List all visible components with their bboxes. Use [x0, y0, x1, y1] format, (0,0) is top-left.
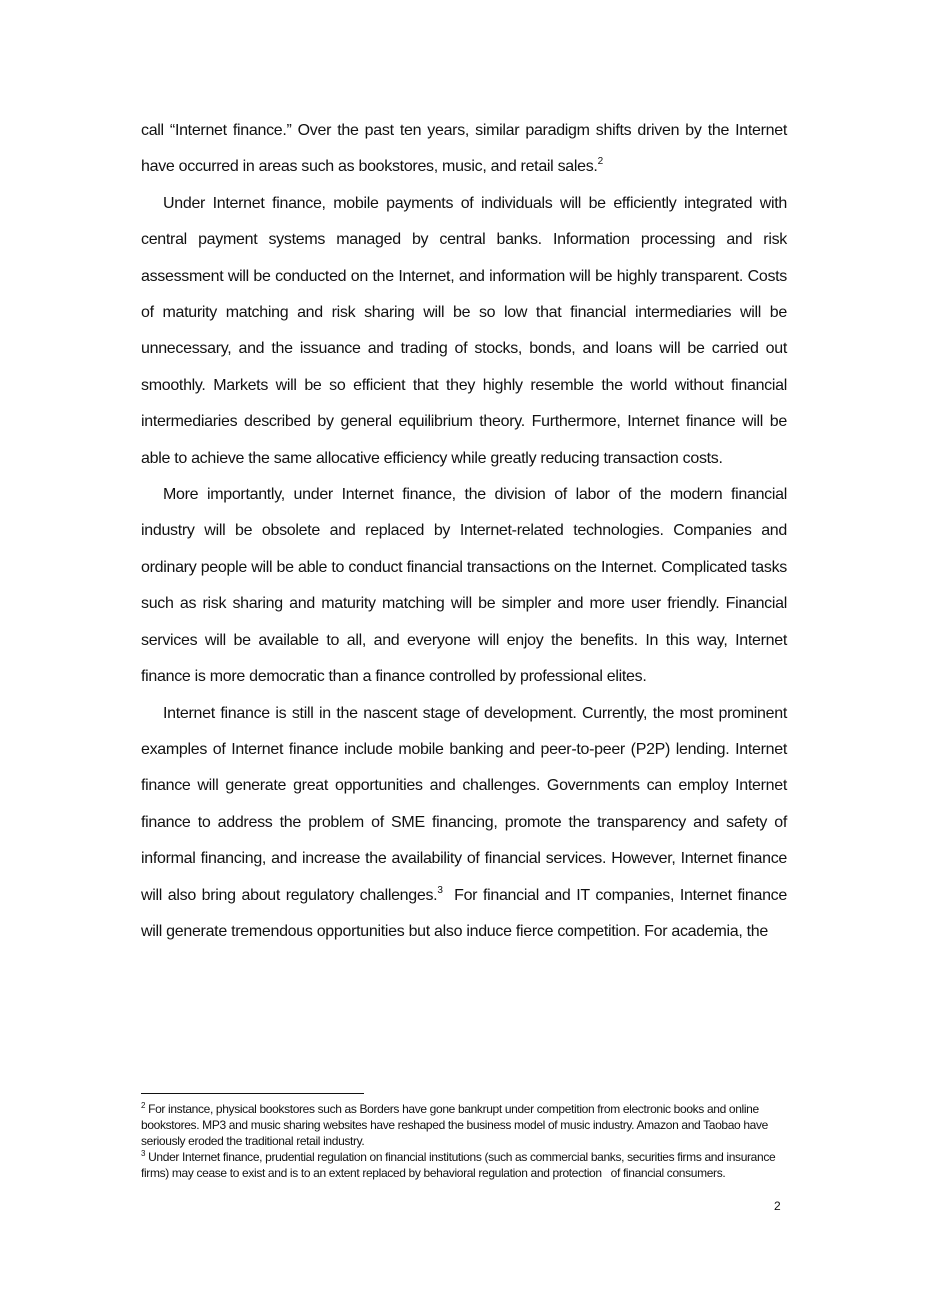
footnote-ref-2[interactable]: 2: [597, 156, 603, 168]
footnote-number: 3: [141, 1149, 146, 1158]
footnote-separator: [141, 1093, 364, 1094]
footnote-number: 2: [141, 1101, 146, 1110]
paragraph-text-continued: For financial and IT companies, Internet finance will generate tremendous opportunities but also induce fierce competition. For academia, the: [141, 886, 787, 940]
paragraph-3: [141, 477, 787, 695]
paragraph-text: More importantly, under Internet finance, the division of labor of the modern financial industry will be obsolete and replaced by Internet-related technologies. Companies and ordinary people will be able to conduct financial transactions on the Internet. Complicated tasks such as risk sharing and maturity matching will be simpler and more user friendly. Financial services will be available to all, and everyone will enjoy the benefits. In this way, Internet finance is more democratic than a finance controlled by professional elites.: [141, 486, 787, 686]
footnote-2: [141, 1101, 791, 1149]
paragraph-2: [141, 186, 787, 477]
document-body: [141, 113, 787, 950]
footnote-3: [141, 1149, 791, 1181]
footnote-ref-3[interactable]: 3: [437, 884, 443, 896]
paragraph-text: call “Internet finance.” Over the past ten years, similar paradigm shifts driven by the Internet have occurred in areas such as bookstores, music, and retail sales.: [141, 122, 787, 176]
paragraph-1: [141, 113, 787, 186]
paragraph-text: Internet finance is still in the nascent stage of development. Currently, the most prominent examples of Internet finance include mobile banking and peer-to-peer (P2P) lending. Internet finance will generate great opportunities and challenges. Governments can employ Internet finance to address the problem of SME financing, promote the transparency and safety of informal financing, and increase the availability of financial services. However, Internet finance will also bring about regulatory challenges.: [141, 704, 787, 904]
footnote-text: For instance, physical bookstores such as Borders have gone bankrupt under competition from electronic books and online bookstores. MP3 and music sharing websites have reshaped the business model of music industry. Amazon and Taobao have seriously eroded the traditional retail industry.: [141, 1102, 768, 1148]
footnote-text: Under Internet finance, prudential regulation on financial institutions (such as commercial banks, securities firms and insurance firms) may cease to exist and is to an extent replaced by behavioral regulation and protection of financial consumers.: [141, 1150, 776, 1180]
paragraph-4: [141, 696, 787, 951]
footnotes: [141, 1101, 791, 1181]
page-number: 2: [774, 1199, 781, 1213]
paragraph-text: Under Internet finance, mobile payments of individuals will be efficiently integrated with central payment systems managed by central banks. Information processing and risk assessment will be conducted on the Internet, and information will be highly transparent. Costs of maturity matching and risk sharing will be so low that financial intermediaries will be unnecessary, and the issuance and trading of stocks, bonds, and loans will be carried out smoothly. Markets will be so efficient that they highly resemble the world without financial intermediaries described by general equilibrium theory. Furthermore, Internet finance will be able to achieve the same allocative efficiency while greatly reducing transaction costs.: [141, 194, 787, 467]
